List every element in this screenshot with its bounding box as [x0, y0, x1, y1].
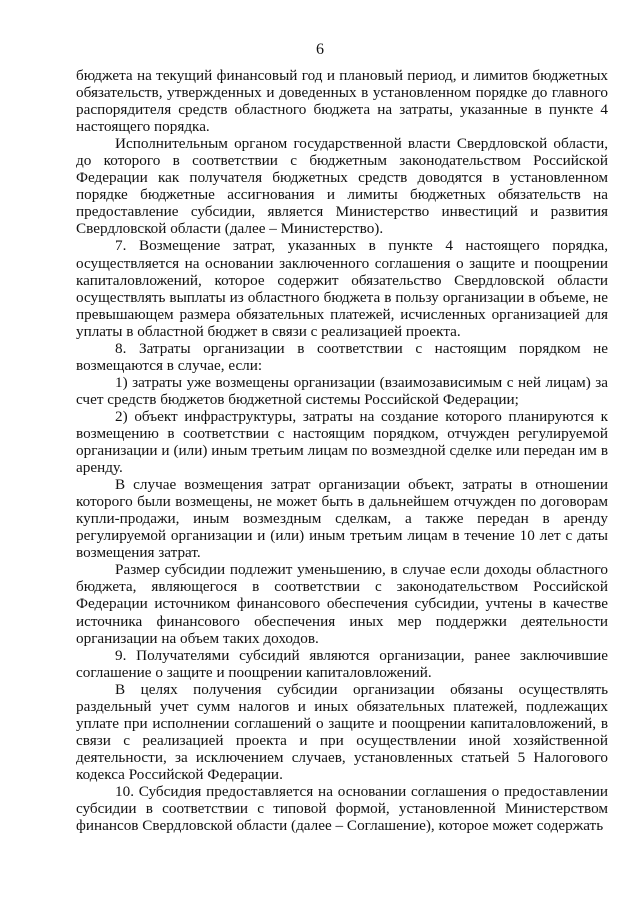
paragraph-separate-accounting: В целях получения субсидии организации обязаны осуществлять раздельный учет сумм налогов и иных обязательных платежей, подлежащих уплате при исполнении соглашений о защите и поощрении капиталовложений, в связи с реализацией проекта и при осуществлении иной хозяйственной деятельности, за исключением случаев, установленных статьей 5 Налогового кодекса Российской Федерации. [76, 680, 608, 783]
paragraph-subitem-2: 2) объект инфраструктуры, затраты на создание которого планируются к возмещению в соответствии с настоящим порядком, отчужден регулируемой организации и (или) иным третьим лицам по возмездной сделке или передан им в аренду. [76, 407, 608, 477]
paragraph-reimbursement-restriction: В случае возмещения затрат организации объект, затраты в отношении которого были возмещены, не может быть в дальнейшем отчужден по договорам купли-продажи, иным возмездным сделкам, а также передан в аренду регулируемой организации и (или) иным третьим лицам в течение 10 лет с даты возмещения затрат. [76, 476, 608, 562]
paragraph-item-9: 9. Получателями субсидий являются организации, ранее заключившие соглашение о защите и поощрении капиталовложений. [76, 646, 608, 681]
document-body [76, 67, 608, 834]
paragraph-budget-continuation: бюджета на текущий финансовый год и плановый период, и лимитов бюджетных обязательств, утвержденных и доведенных в установленном порядке до главного распорядителя средств областного бюджета на затраты, указанные в пункте 4 настоящего порядка. [76, 67, 608, 136]
paragraph-item-8: 8. Затраты организации в соответствии с настоящим порядком не возмещаются в случае, если: [76, 339, 608, 374]
paragraph-subsidy-reduction: Размер субсидии подлежит уменьшению, в случае если доходы областного бюджета, являющегося в соответствии с законодательством Российской Федерации источником финансового обеспечения субсидии, учтены в качестве источника финансового обеспечения иных мер поддержки деятельности организации на объем таких доходов. [76, 561, 608, 647]
paragraph-item-10: 10. Субсидия предоставляется на основании соглашения о предоставлении субсидии в соответствии с типовой формой, установленной Министерством финансов Свердловской области (далее – Соглашение), которое может содержать [76, 782, 608, 835]
paragraph-item-7: 7. Возмещение затрат, указанных в пункте 4 настоящего порядка, осуществляется на основании заключенного соглашения о защите и поощрении капиталовложений, которое содержит обязательство Свердловской области осуществлять выплаты из областного бюджета в пользу организации в объеме, не превышающем размера обязательных платежей, исчисленных организацией для уплаты в областной бюджет в связи с реализацией проекта. [76, 237, 608, 340]
page-number: 6 [316, 41, 324, 58]
paragraph-subitem-1: 1) затраты уже возмещены организации (взаимозависимым с ней лицам) за счет средств бюджетов бюджетной системы Российской Федерации; [76, 373, 608, 408]
paragraph-executive-authority: Исполнительным органом государственной власти Свердловской области, до которого в соответствии с бюджетным законодательством Российской Федерации как получателя бюджетных средств доводятся в установленном порядке бюджетные ассигнования и лимиты бюджетных обязательств на предоставление субсидии, является Министерство инвестиций и развития Свердловской области (далее – Министерство). [76, 135, 608, 238]
